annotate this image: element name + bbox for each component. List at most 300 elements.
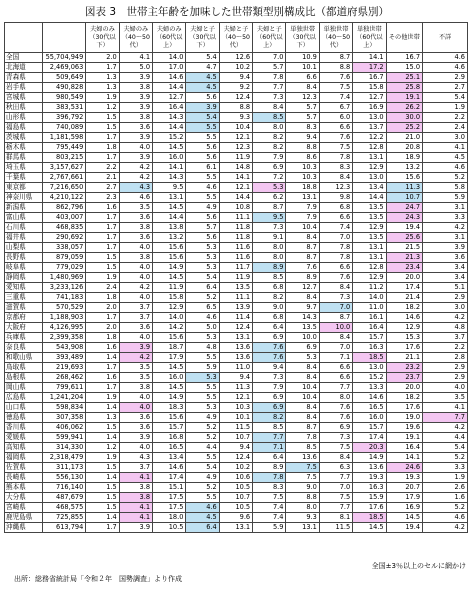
column-header: 夫婦と子（40〜50代） xyxy=(219,23,252,53)
header-row xyxy=(5,23,468,53)
percentage-cell: 4.1 xyxy=(119,53,152,63)
table-row xyxy=(5,443,468,453)
percentage-cell: 8.5 xyxy=(286,443,319,453)
percentage-cell: 1.4 xyxy=(86,403,119,413)
percentage-cell: 4.1 xyxy=(423,143,468,153)
percentage-cell: 2.0 xyxy=(86,303,119,313)
household-count-cell: 4,210,122 xyxy=(42,193,86,203)
household-count-cell: 1,480,969 xyxy=(42,273,86,283)
percentage-cell: 16.3 xyxy=(353,343,386,353)
percentage-cell: 14.6 xyxy=(153,73,186,83)
percentage-cell: 7.9 xyxy=(253,383,286,393)
percentage-cell: 11.9 xyxy=(153,283,186,293)
percentage-cell: 12.3 xyxy=(319,183,352,193)
percentage-cell: 10.4 xyxy=(219,123,252,133)
percentage-cell: 8.1 xyxy=(319,513,352,523)
percentage-cell: 6.9 xyxy=(253,163,286,173)
percentage-cell: 9.6 xyxy=(219,513,252,523)
percentage-cell: 12.7 xyxy=(286,283,319,293)
percentage-cell: 1.4 xyxy=(86,513,119,523)
percentage-cell: 13.2 xyxy=(153,233,186,243)
percentage-cell: 6.5 xyxy=(186,303,219,313)
percentage-cell: 12.8 xyxy=(353,143,386,153)
table-row xyxy=(5,463,468,473)
table-row xyxy=(5,283,468,293)
column-header xyxy=(5,23,43,53)
percentage-cell: 5.4 xyxy=(423,443,468,453)
percentage-cell: 4.0 xyxy=(119,263,152,273)
percentage-cell: 11.6 xyxy=(219,253,252,263)
percentage-cell: 12.1 xyxy=(219,393,252,403)
percentage-cell: 14.4 xyxy=(153,123,186,133)
percentage-cell: 6.4 xyxy=(186,283,219,293)
percentage-cell: 13.1 xyxy=(286,523,319,533)
percentage-cell: 4.5 xyxy=(186,513,219,523)
percentage-cell: 11.8 xyxy=(219,233,252,243)
percentage-cell: 5.6 xyxy=(186,93,219,103)
prefecture-cell: 新潟県 xyxy=(5,203,43,213)
percentage-cell: 7.5 xyxy=(319,443,352,453)
percentage-cell: 5.4 xyxy=(186,273,219,283)
table-row xyxy=(5,143,468,153)
percentage-cell: 13.5 xyxy=(353,213,386,223)
percentage-cell: 4.1 xyxy=(423,403,468,413)
percentage-cell: 17.5 xyxy=(153,493,186,503)
percentage-cell: 1.7 xyxy=(86,133,119,143)
percentage-cell: 5.3 xyxy=(253,183,286,193)
percentage-cell: 9.4 xyxy=(286,133,319,143)
percentage-cell: 3.8 xyxy=(119,253,152,263)
percentage-cell: 14.3 xyxy=(153,173,186,183)
percentage-cell: 8.4 xyxy=(286,403,319,413)
percentage-cell: 15.6 xyxy=(153,413,186,423)
prefecture-cell: 福岡県 xyxy=(5,453,43,463)
household-count-cell: 307,358 xyxy=(42,413,86,423)
prefecture-cell: 兵庫県 xyxy=(5,333,43,343)
percentage-cell: 6.9 xyxy=(253,333,286,343)
percentage-cell: 5.5 xyxy=(186,193,219,203)
percentage-cell: 20.7 xyxy=(386,483,422,493)
percentage-cell: 8.2 xyxy=(253,133,286,143)
table-row xyxy=(5,173,468,183)
percentage-cell: 4.2 xyxy=(119,353,152,363)
percentage-cell: 1.7 xyxy=(86,63,119,73)
percentage-cell: 8.4 xyxy=(286,83,319,93)
percentage-cell: 6.1 xyxy=(186,163,219,173)
percentage-cell: 19.3 xyxy=(353,473,386,483)
percentage-cell: 8.8 xyxy=(286,493,319,503)
percentage-cell: 15.9 xyxy=(353,493,386,503)
percentage-cell: 13.5 xyxy=(219,283,252,293)
percentage-cell: 1.5 xyxy=(86,423,119,433)
percentage-cell: 2.0 xyxy=(86,53,119,63)
percentage-cell: 5.2 xyxy=(423,173,468,183)
percentage-cell: 21.5 xyxy=(386,243,422,253)
percentage-cell: 7.7 xyxy=(253,433,286,443)
percentage-cell: 7.4 xyxy=(319,93,352,103)
percentage-cell: 2.9 xyxy=(423,293,468,303)
table-row xyxy=(5,393,468,403)
table-row xyxy=(5,263,468,273)
percentage-cell: 4.6 xyxy=(423,513,468,523)
percentage-cell: 15.6 xyxy=(386,173,422,183)
prefecture-cell: 愛媛県 xyxy=(5,433,43,443)
percentage-cell: 4.0 xyxy=(119,443,152,453)
percentage-cell: 5.9 xyxy=(423,193,468,203)
percentage-cell: 7.7 xyxy=(253,83,286,93)
percentage-cell: 1.7 xyxy=(86,243,119,253)
percentage-cell: 8.0 xyxy=(253,253,286,263)
percentage-cell: 5.6 xyxy=(186,233,219,243)
percentage-cell: 3.0 xyxy=(423,133,468,143)
percentage-cell: 23.2 xyxy=(386,363,422,373)
percentage-cell: 8.4 xyxy=(286,363,319,373)
table-row xyxy=(5,513,468,523)
percentage-cell: 21.1 xyxy=(386,353,422,363)
household-count-cell: 1,188,903 xyxy=(42,313,86,323)
table-row xyxy=(5,63,468,73)
percentage-cell: 10.5 xyxy=(153,523,186,533)
percentage-cell: 5.9 xyxy=(253,523,286,533)
percentage-cell: 18.8 xyxy=(286,183,319,193)
household-count-cell: 268,462 xyxy=(42,373,86,383)
percentage-cell: 7.5 xyxy=(319,143,352,153)
household-count-cell: 980,549 xyxy=(42,93,86,103)
percentage-cell: 13.4 xyxy=(153,453,186,463)
percentage-cell: 14.4 xyxy=(153,213,186,223)
percentage-cell: 5.3 xyxy=(286,353,319,363)
percentage-cell: 3.9 xyxy=(119,343,152,353)
prefecture-cell: 群馬県 xyxy=(5,153,43,163)
percentage-cell: 12.7 xyxy=(353,93,386,103)
percentage-cell: 3.5 xyxy=(423,393,468,403)
percentage-cell: 16.7 xyxy=(386,53,422,63)
percentage-cell: 8.5 xyxy=(253,273,286,283)
percentage-cell: 16.9 xyxy=(353,103,386,113)
percentage-cell: 15.1 xyxy=(153,483,186,493)
percentage-cell: 1.8 xyxy=(86,333,119,343)
percentage-cell: 8.0 xyxy=(286,503,319,513)
percentage-cell: 14.0 xyxy=(153,313,186,323)
percentage-cell: 8.3 xyxy=(319,163,352,173)
percentage-cell: 1.9 xyxy=(86,453,119,463)
percentage-cell: 30.0 xyxy=(386,113,422,123)
percentage-cell: 1.5 xyxy=(86,123,119,133)
prefecture-cell: 大阪府 xyxy=(5,323,43,333)
percentage-cell: 3.9 xyxy=(186,103,219,113)
percentage-cell: 3.6 xyxy=(119,123,152,133)
household-count-cell: 599,941 xyxy=(42,433,86,443)
table-row xyxy=(5,123,468,133)
column-header xyxy=(42,23,86,53)
prefecture-cell: 熊本県 xyxy=(5,483,43,493)
prefecture-cell: 宮城県 xyxy=(5,93,43,103)
table-row xyxy=(5,103,468,113)
percentage-cell: 16.4 xyxy=(353,323,386,333)
percentage-cell: 4.2 xyxy=(119,283,152,293)
percentage-cell: 1.3 xyxy=(86,83,119,93)
percentage-cell: 13.1 xyxy=(219,333,252,343)
prefecture-cell: 埼玉県 xyxy=(5,163,43,173)
percentage-cell: 5.4 xyxy=(186,113,219,123)
percentage-cell: 7.3 xyxy=(253,373,286,383)
percentage-cell: 1.4 xyxy=(86,433,119,443)
percentage-cell: 4.2 xyxy=(423,523,468,533)
percentage-cell: 5.5 xyxy=(186,173,219,183)
percentage-cell: 17.6 xyxy=(386,403,422,413)
percentage-cell: 1.5 xyxy=(86,493,119,503)
table-row xyxy=(5,433,468,443)
percentage-cell: 1.9 xyxy=(423,103,468,113)
percentage-cell: 7.0 xyxy=(319,343,352,353)
percentage-cell: 3.7 xyxy=(119,313,152,323)
column-header: 単独世帯（60代以上） xyxy=(353,23,386,53)
table-row xyxy=(5,213,468,223)
percentage-cell: 25.6 xyxy=(386,233,422,243)
percentage-cell: 13.5 xyxy=(286,323,319,333)
percentage-cell: 16.3 xyxy=(353,483,386,493)
table-row xyxy=(5,423,468,433)
percentage-cell: 15.7 xyxy=(353,423,386,433)
percentage-cell: 15.6 xyxy=(153,253,186,263)
prefecture-cell: 和歌山県 xyxy=(5,353,43,363)
percentage-cell: 15.8 xyxy=(153,293,186,303)
percentage-cell: 7.9 xyxy=(253,153,286,163)
percentage-cell: 17.2 xyxy=(353,63,386,73)
household-count-cell: 290,692 xyxy=(42,233,86,243)
percentage-cell: 11.2 xyxy=(353,283,386,293)
table-row xyxy=(5,453,468,463)
percentage-cell: 5.5 xyxy=(186,453,219,463)
percentage-cell: 18.0 xyxy=(153,513,186,523)
percentage-cell: 13.6 xyxy=(219,343,252,353)
percentage-cell: 7.6 xyxy=(253,343,286,353)
percentage-cell: 17.9 xyxy=(386,493,422,503)
percentage-cell: 14.4 xyxy=(219,193,252,203)
percentage-cell: 7.3 xyxy=(253,93,286,103)
percentage-cell: 13.1 xyxy=(353,253,386,263)
percentage-cell: 7.6 xyxy=(319,403,352,413)
percentage-cell: 18.3 xyxy=(153,403,186,413)
percentage-cell: 5.2 xyxy=(186,293,219,303)
prefecture-cell: 奈良県 xyxy=(5,343,43,353)
percentage-cell: 8.8 xyxy=(319,63,352,73)
percentage-cell: 1.5 xyxy=(86,483,119,493)
prefecture-cell: 宮崎県 xyxy=(5,503,43,513)
percentage-cell: 8.7 xyxy=(253,203,286,213)
percentage-cell: 8.5 xyxy=(253,113,286,123)
table-row xyxy=(5,133,468,143)
percentage-cell: 6.7 xyxy=(319,103,352,113)
percentage-cell: 16.5 xyxy=(353,403,386,413)
table-row xyxy=(5,353,468,363)
percentage-cell: 7.8 xyxy=(253,473,286,483)
percentage-cell: 4.0 xyxy=(119,243,152,253)
prefecture-cell: 秋田県 xyxy=(5,103,43,113)
percentage-cell: 5.7 xyxy=(286,113,319,123)
percentage-cell: 18.9 xyxy=(386,153,422,163)
percentage-cell: 13.0 xyxy=(353,173,386,183)
source-note: 出所：総務省統計局「令和２年 国勢調査」より作成 xyxy=(14,575,182,583)
percentage-cell: 26.2 xyxy=(386,103,422,113)
percentage-cell: 19.0 xyxy=(386,413,422,423)
household-count-cell: 7,216,650 xyxy=(42,183,86,193)
prefecture-cell: 長野県 xyxy=(5,253,43,263)
percentage-cell: 5.2 xyxy=(423,453,468,463)
percentage-cell: 5.3 xyxy=(186,403,219,413)
percentage-cell: 9.7 xyxy=(286,303,319,313)
percentage-cell: 3.6 xyxy=(119,213,152,223)
percentage-cell: 23.4 xyxy=(386,263,422,273)
percentage-cell: 2.0 xyxy=(86,323,119,333)
percentage-cell: 4.2 xyxy=(119,173,152,183)
household-count-cell: 2,469,063 xyxy=(42,63,86,73)
table-row xyxy=(5,403,468,413)
percentage-cell: 1.7 xyxy=(86,363,119,373)
percentage-cell: 8.7 xyxy=(286,253,319,263)
household-count-cell: 4,126,995 xyxy=(42,323,86,333)
percentage-cell: 7.9 xyxy=(286,213,319,223)
percentage-cell: 1.2 xyxy=(86,443,119,453)
percentage-cell: 1.7 xyxy=(86,383,119,393)
household-count-cell: 2,399,358 xyxy=(42,333,86,343)
percentage-cell: 11.5 xyxy=(219,423,252,433)
percentage-cell: 3.1 xyxy=(423,203,468,213)
percentage-cell: 6.4 xyxy=(253,453,286,463)
percentage-cell: 1.4 xyxy=(86,473,119,483)
table-row xyxy=(5,163,468,173)
household-count-cell: 2,318,479 xyxy=(42,453,86,463)
percentage-cell: 6.9 xyxy=(286,343,319,353)
percentage-cell: 14.6 xyxy=(386,313,422,323)
percentage-cell: 14.5 xyxy=(153,143,186,153)
percentage-cell: 3.7 xyxy=(423,333,468,343)
percentage-cell: 12.9 xyxy=(353,273,386,283)
prefecture-cell: 千葉県 xyxy=(5,173,43,183)
percentage-cell: 6.9 xyxy=(253,393,286,403)
percentage-cell: 15.6 xyxy=(153,333,186,343)
percentage-cell: 3.7 xyxy=(119,303,152,313)
percentage-cell: 7.0 xyxy=(319,483,352,493)
percentage-cell: 1.9 xyxy=(423,473,468,483)
percentage-cell: 13.5 xyxy=(353,233,386,243)
percentage-cell: 3.6 xyxy=(119,423,152,433)
percentage-cell: 4.0 xyxy=(423,383,468,393)
percentage-cell: 11.3 xyxy=(219,383,252,393)
percentage-cell: 3.8 xyxy=(119,113,152,123)
table-row xyxy=(5,293,468,303)
percentage-cell: 2.7 xyxy=(423,83,468,93)
percentage-cell: 7.6 xyxy=(286,263,319,273)
percentage-cell: 2.6 xyxy=(423,483,468,493)
percentage-cell: 8.7 xyxy=(286,243,319,253)
percentage-cell: 5.5 xyxy=(186,383,219,393)
percentage-cell: 13.9 xyxy=(219,303,252,313)
percentage-cell: 4.0 xyxy=(119,143,152,153)
percentage-cell: 10.3 xyxy=(219,403,252,413)
percentage-cell: 11.0 xyxy=(219,363,252,373)
percentage-cell: 24.6 xyxy=(386,463,422,473)
percentage-cell: 3.9 xyxy=(423,243,468,253)
percentage-cell: 15.7 xyxy=(353,333,386,343)
percentage-cell: 14.3 xyxy=(286,313,319,323)
percentage-cell: 16.0 xyxy=(153,373,186,383)
percentage-cell: 3.1 xyxy=(423,233,468,243)
table-row xyxy=(5,53,468,63)
percentage-cell: 11.7 xyxy=(219,263,252,273)
household-count-cell: 598,834 xyxy=(42,403,86,413)
percentage-cell: 11.8 xyxy=(219,223,252,233)
percentage-cell: 3.4 xyxy=(423,273,468,283)
percentage-cell: 21.0 xyxy=(386,133,422,143)
percentage-cell: 1.8 xyxy=(86,293,119,303)
percentage-cell: 5.7 xyxy=(253,63,286,73)
percentage-cell: 13.2 xyxy=(386,163,422,173)
household-count-cell: 1,241,204 xyxy=(42,393,86,403)
percentage-cell: 6.4 xyxy=(253,323,286,333)
household-count-cell: 338,057 xyxy=(42,243,86,253)
shading-legend: 全国±3％以上のセルに網かけ xyxy=(371,562,466,570)
percentage-cell: 12.9 xyxy=(353,163,386,173)
household-count-cell: 862,796 xyxy=(42,203,86,213)
percentage-cell: 12.4 xyxy=(219,93,252,103)
percentage-cell: 12.9 xyxy=(386,323,422,333)
percentage-cell: 4.6 xyxy=(186,313,219,323)
percentage-cell: 14.1 xyxy=(353,53,386,63)
percentage-cell: 18.5 xyxy=(353,513,386,523)
percentage-cell: 7.5 xyxy=(253,493,286,503)
percentage-cell: 5.9 xyxy=(186,363,219,373)
percentage-cell: 4.8 xyxy=(423,323,468,333)
percentage-cell: 17.6 xyxy=(386,343,422,353)
prefecture-cell: 神奈川県 xyxy=(5,193,43,203)
table-row xyxy=(5,153,468,163)
percentage-cell: 3.7 xyxy=(119,463,152,473)
percentage-cell: 6.6 xyxy=(286,73,319,83)
percentage-cell: 6.4 xyxy=(186,523,219,533)
household-count-cell: 613,794 xyxy=(42,523,86,533)
percentage-cell: 2.7 xyxy=(86,183,119,193)
percentage-cell: 7.8 xyxy=(319,243,352,253)
percentage-cell: 1.7 xyxy=(86,313,119,323)
percentage-cell: 14.9 xyxy=(153,263,186,273)
percentage-cell: 14.5 xyxy=(353,523,386,533)
percentage-cell: 1.2 xyxy=(86,103,119,113)
percentage-cell: 7.6 xyxy=(319,273,352,283)
percentage-cell: 7.8 xyxy=(253,73,286,83)
household-count-cell: 3,157,627 xyxy=(42,163,86,173)
percentage-cell: 14.0 xyxy=(353,293,386,303)
prefecture-cell: 鳥取県 xyxy=(5,363,43,373)
percentage-cell: 6.6 xyxy=(319,263,352,273)
percentage-cell: 7.4 xyxy=(253,503,286,513)
percentage-cell: 1.7 xyxy=(86,523,119,533)
percentage-cell: 8.2 xyxy=(253,143,286,153)
percentage-cell: 14.5 xyxy=(153,203,186,213)
percentage-cell: 4.2 xyxy=(423,313,468,323)
column-header: 単独世帯（30代以下） xyxy=(286,23,319,53)
percentage-cell: 20.3 xyxy=(353,443,386,453)
table-row xyxy=(5,323,468,333)
percentage-cell: 10.3 xyxy=(286,163,319,173)
page-title: 図表 3 世帯主年齢を加味した世帯類型別構成比（都道府県別） xyxy=(84,6,390,18)
percentage-cell: 14.2 xyxy=(153,323,186,333)
percentage-cell: 12.9 xyxy=(153,303,186,313)
household-count-cell: 3,233,126 xyxy=(42,283,86,293)
percentage-cell: 1.9 xyxy=(86,393,119,403)
household-count-cell: 879,059 xyxy=(42,253,86,263)
percentage-cell: 5.2 xyxy=(186,483,219,493)
